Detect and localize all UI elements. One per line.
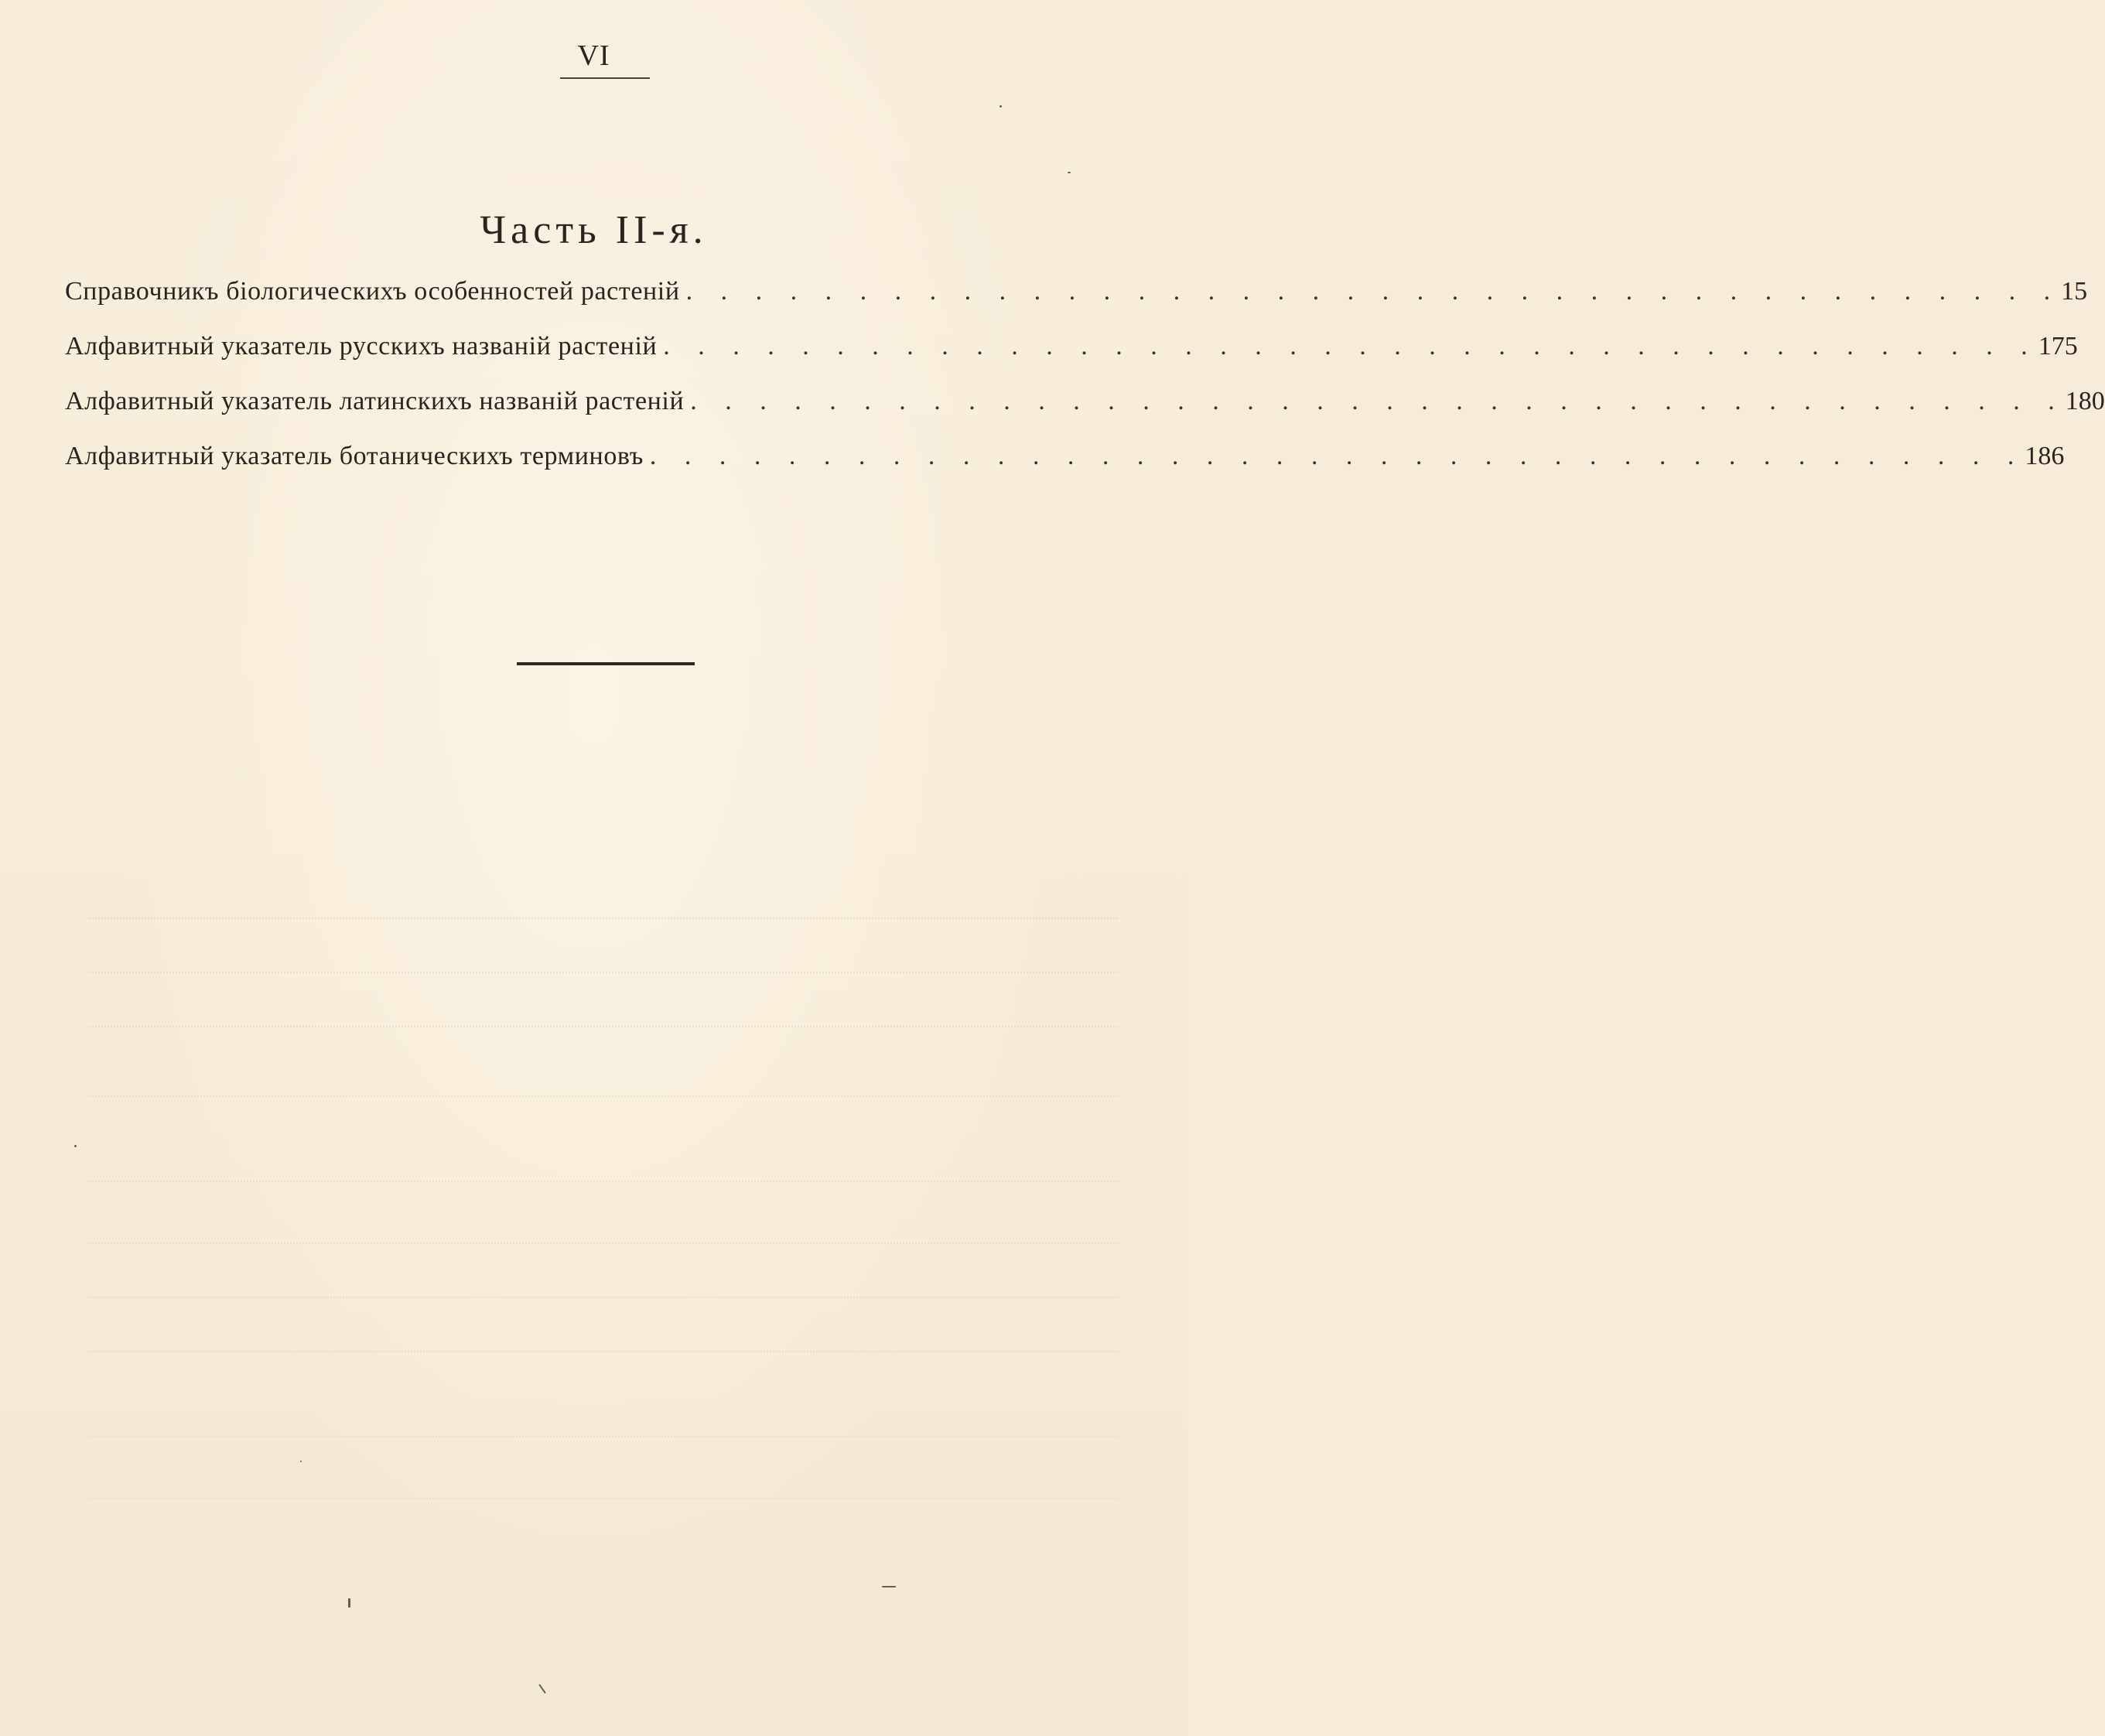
section-heading: Часть II-я. xyxy=(480,208,708,252)
toc-entry-title: Алфавитный указатель ботаническихъ терминовъ xyxy=(65,442,644,470)
bleed-line xyxy=(89,1230,1118,1244)
toc-dot-leader: . . . . . . . . . . . . . . . . . . . . . . . . . . . . . . . . . . . . . . . . xyxy=(685,277,2062,306)
toc-entry-page: 175 xyxy=(2038,332,2078,361)
bleed-line xyxy=(89,1013,1118,1027)
paper-speck xyxy=(74,1145,77,1147)
section-end-rule xyxy=(517,662,695,665)
paper-speck xyxy=(348,1598,350,1608)
page-number: VI xyxy=(577,39,610,72)
bleed-line xyxy=(89,1423,1118,1437)
paper-speck xyxy=(1068,172,1071,173)
table-of-contents xyxy=(65,277,2105,497)
toc-entry-page: 186 xyxy=(2025,442,2065,470)
bleed-line xyxy=(89,959,1118,973)
toc-entry-page: 180 xyxy=(2065,387,2105,415)
toc-entry-title: Алфавитный указатель латинскихъ названій растеній xyxy=(65,387,685,415)
toc-dot-leader: . . . . . . . . . . . . . . . . . . . . . . . . . . . . . . . . . . . . . . . . xyxy=(663,332,2038,361)
paper-speck xyxy=(300,1461,302,1462)
toc-entry xyxy=(65,387,2105,442)
toc-dot-leader: . . . . . . . . . . . . . . . . . . . . . . . . . . . . . . . . . . . . . . . . xyxy=(649,442,2025,470)
paper-speck xyxy=(538,1684,546,1694)
toc-entry-title: Справочникъ біологическихъ особенностей растеній xyxy=(65,277,680,306)
paper-speck xyxy=(882,1586,896,1587)
toc-entry-title: Алфавитный указатель русскихъ названій растеній xyxy=(65,332,658,361)
bleed-line xyxy=(89,1168,1118,1182)
bleed-line xyxy=(89,905,1118,919)
paper-speck xyxy=(1000,105,1002,108)
page-number-underline xyxy=(560,77,650,79)
bleed-line xyxy=(89,1083,1118,1097)
toc-entry xyxy=(65,277,2088,332)
toc-entry xyxy=(65,442,2065,497)
toc-dot-leader: . . . . . . . . . . . . . . . . . . . . . . . . . . . . . . . . . . . . . . . . xyxy=(690,387,2066,415)
toc-entry xyxy=(65,332,2078,387)
bleed-line xyxy=(89,1485,1118,1499)
toc-entry-page: 15 xyxy=(2061,277,2088,306)
bleed-line xyxy=(89,1284,1118,1298)
bleed-line xyxy=(89,1338,1118,1352)
